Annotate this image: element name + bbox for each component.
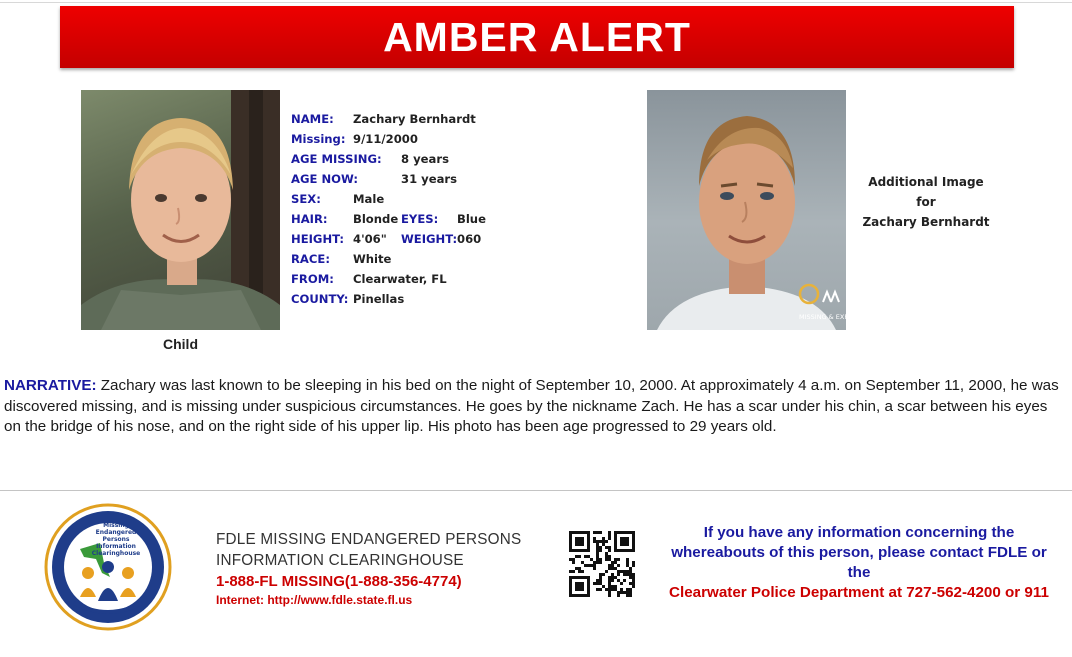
detail-label-secondary: EYES: — [401, 212, 439, 226]
detail-value: Male — [353, 192, 385, 206]
narrative-text: Zachary was last known to be sleeping in his bed on the night of September 10, 2000. At approximately 4 a.m. on September 11, 2000, he was discovered missing, and is missing under suspicious circumstances. He goes by the nickname Zach. He has a scar under his chin, a scar between his eyes on the bridge of his nose, and on the right side of his upper lip. His photo has been age progressed to 29 years old. — [4, 377, 1059, 435]
detail-value: White — [353, 252, 392, 266]
detail-label-secondary: WEIGHT: — [401, 232, 458, 246]
org-name-line1: FDLE MISSING ENDANGERED PERSONS — [216, 531, 522, 548]
detail-value: Clearwater, FL — [353, 272, 447, 286]
detail-label: HEIGHT: — [291, 232, 345, 246]
section-divider — [0, 490, 1072, 491]
logo-text-line: Clearinghouse — [91, 550, 141, 557]
logo-text-line: Persons — [102, 536, 130, 543]
detail-label: AGE MISSING: — [291, 152, 382, 166]
additional-image-caption — [855, 172, 997, 232]
top-divider — [0, 2, 1072, 3]
detail-label: AGE NOW: — [291, 172, 359, 186]
detail-value: Pinellas — [353, 292, 405, 306]
additional-caption-line3: Zachary Bernhardt — [862, 215, 990, 229]
detail-label: NAME: — [291, 112, 334, 126]
logo-text-line: Information — [96, 543, 136, 550]
detail-value: 8 years — [401, 152, 449, 166]
child-photo — [81, 90, 280, 330]
hotline-phone: 1-888-FL MISSING(1-888-356-4774) — [216, 573, 462, 590]
org-name-line2: INFORMATION CLEARINGHOUSE — [216, 552, 464, 569]
detail-value: 9/11/2000 — [353, 132, 418, 146]
fdle-contact-block — [216, 529, 521, 608]
qr-code[interactable] — [569, 531, 635, 597]
internet-link[interactable]: Internet: http://www.fdle.state.fl.us — [216, 593, 413, 607]
contact-line4-police: Clearwater Police Department at 727-562-4200 or 911 — [669, 584, 1049, 601]
child-photo-caption: Child — [163, 336, 198, 352]
additional-caption-line2: for — [916, 195, 936, 209]
banner-title: AMBER ALERT — [383, 13, 691, 60]
contact-line2: whereabouts of this person, please contact FDLE or — [671, 544, 1047, 561]
amber-alert-banner — [60, 6, 1014, 68]
detail-label: RACE: — [291, 252, 330, 266]
detail-label: Missing: — [291, 132, 346, 146]
contact-line3: the — [847, 564, 871, 581]
contact-line1: If you have any information concerning the — [703, 524, 1015, 541]
detail-label: HAIR: — [291, 212, 328, 226]
detail-value: Zachary Bernhardt — [353, 112, 476, 126]
detail-value: 4'06" — [353, 232, 387, 246]
logo-text-line: Missing — [103, 522, 129, 529]
detail-label: COUNTY: — [291, 292, 349, 306]
narrative — [4, 376, 1068, 438]
contact-instructions — [652, 523, 1066, 603]
detail-label: FROM: — [291, 272, 334, 286]
logo-text-line: Endangered — [95, 529, 137, 536]
age-progressed-photo — [647, 90, 872, 330]
clearinghouse-logo — [44, 503, 172, 631]
narrative-label: NARRATIVE: — [4, 377, 97, 394]
detail-value: 31 years — [401, 172, 458, 186]
detail-label: SEX: — [291, 192, 321, 206]
detail-value-secondary: Blue — [457, 212, 486, 226]
watermark-text: MISSING & EXPLOITED — [799, 313, 872, 321]
detail-value-secondary: 060 — [457, 232, 482, 246]
additional-caption-line1: Additional Image — [868, 175, 984, 189]
detail-value: Blonde — [353, 212, 399, 226]
